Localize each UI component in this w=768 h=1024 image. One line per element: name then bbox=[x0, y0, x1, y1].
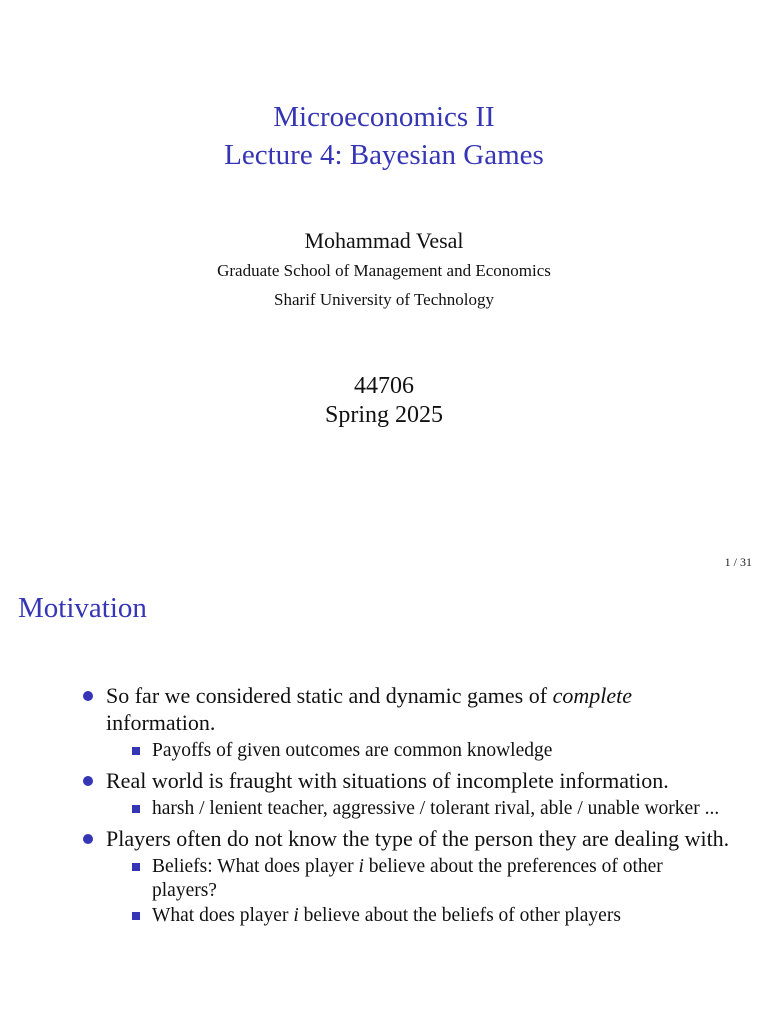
bullet-text: Real world is fraught with situations of incomplete information. bbox=[106, 768, 669, 793]
square-bullet-icon bbox=[132, 863, 140, 871]
bullet-item bbox=[80, 682, 730, 763]
bullet-text: Players often do not know the type of the person they are dealing with. bbox=[106, 826, 730, 851]
sub-item bbox=[106, 904, 730, 928]
frame-title: Motivation bbox=[18, 592, 147, 624]
bullet-dot-icon bbox=[83, 691, 93, 701]
lecture-title bbox=[0, 98, 768, 174]
bullet-list bbox=[80, 682, 730, 932]
sub-item-text: Payoffs of given outcomes are common knowledge bbox=[152, 740, 553, 761]
bullet-item bbox=[80, 767, 730, 821]
sub-item-text: harsh / lenient teacher, aggressive / tolerant rival, able / unable worker ... bbox=[152, 798, 720, 819]
sub-item bbox=[106, 739, 730, 763]
emphasis-variable: i bbox=[358, 856, 364, 877]
square-bullet-icon bbox=[132, 747, 140, 755]
sub-item-text: What does player i believe about the beliefs of other players bbox=[152, 905, 621, 926]
sub-list bbox=[106, 797, 730, 821]
motivation-slide bbox=[0, 578, 768, 1024]
square-bullet-icon bbox=[132, 805, 140, 813]
course-block bbox=[0, 372, 768, 430]
emphasis-variable: i bbox=[293, 905, 299, 926]
square-bullet-icon bbox=[132, 912, 140, 920]
sub-list bbox=[106, 739, 730, 763]
sub-item-text: Beliefs: What does player i believe about the preferences of other players? bbox=[152, 856, 663, 901]
bullet-dot-icon bbox=[83, 776, 93, 786]
sub-item bbox=[106, 797, 730, 821]
course-term: Spring 2025 bbox=[324, 402, 443, 428]
page-number: 1 / 31 bbox=[724, 555, 752, 569]
author-name: Mohammad Vesal bbox=[304, 228, 464, 253]
bullet-item bbox=[80, 825, 730, 928]
affiliation-school: Graduate School of Management and Economics bbox=[217, 261, 551, 280]
bullet-text: So far we considered static and dynamic games of complete information. bbox=[106, 683, 632, 735]
author-block bbox=[0, 226, 768, 314]
affiliation-university: Sharif University of Technology bbox=[274, 290, 494, 309]
course-code: 44706 bbox=[354, 373, 414, 399]
title-line-course: Microeconomics II bbox=[273, 101, 495, 133]
bullet-dot-icon bbox=[83, 834, 93, 844]
sub-item bbox=[106, 855, 730, 903]
sub-list bbox=[106, 855, 730, 928]
title-line-lecture: Lecture 4: Bayesian Games bbox=[224, 139, 544, 171]
emphasis-text: complete bbox=[552, 683, 632, 708]
